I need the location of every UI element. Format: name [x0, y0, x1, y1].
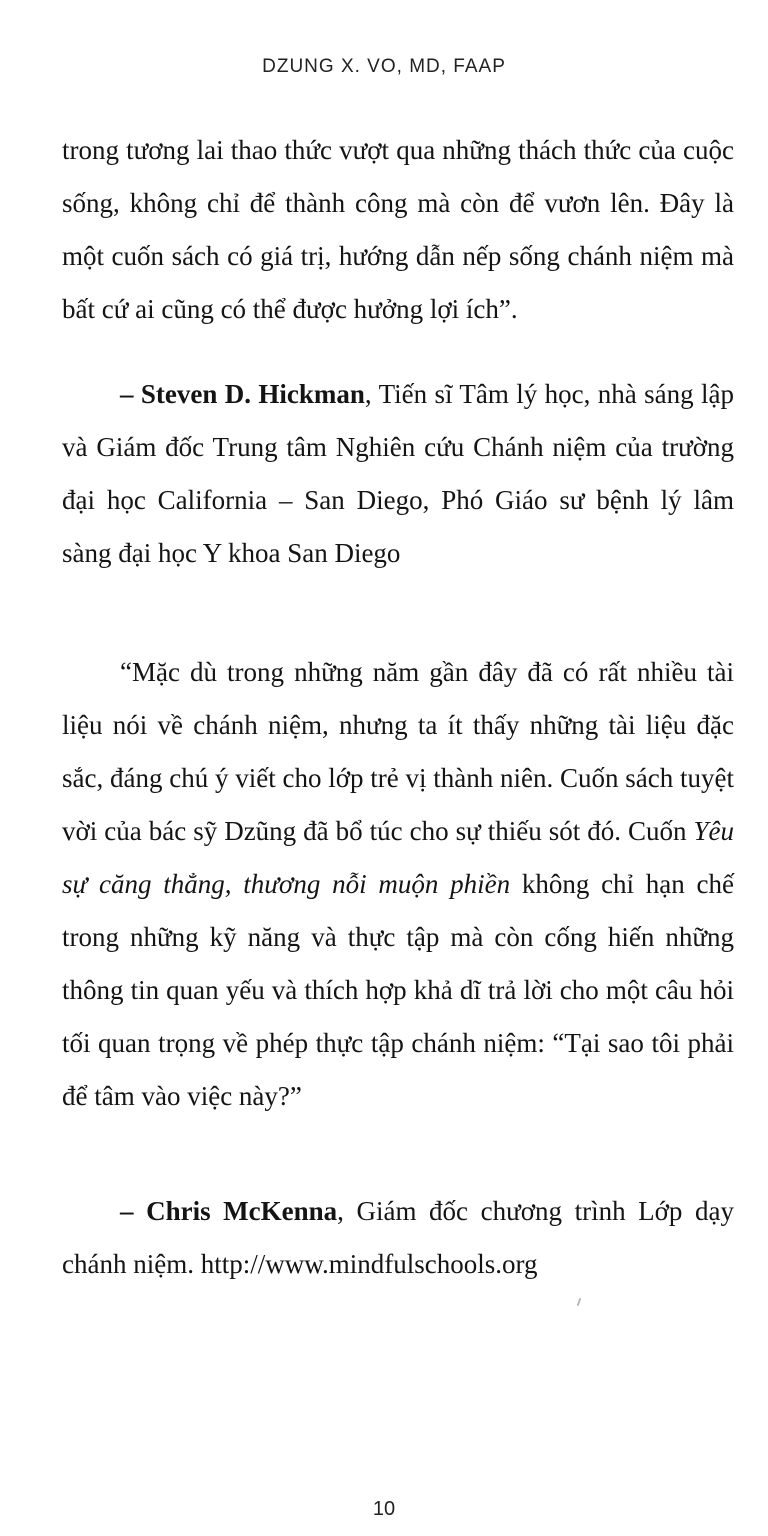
attribution-1-role: , Tiến sĩ Tâm lý học, nhà sáng lập và Giám đốc Trung tâm Nghiên cứu Chánh niệm của trường đại học California – San Diego, Phó Giáo sư bệnh lý lâm sàng đại học Y khoa San Diego	[62, 379, 734, 568]
endorsement-attribution-2	[62, 1185, 734, 1291]
endorsement-attribution-1	[62, 368, 734, 580]
attribution-2-name: Chris McKenna	[146, 1196, 338, 1226]
running-header: DZUNG X. VO, MD, FAAP	[262, 56, 506, 77]
attribution-2-role: , Giám đốc chương trình Lớp dạy chánh niệm. http://www.mindfulschools.org	[62, 1196, 734, 1279]
endorsement-quote-2-text	[62, 646, 734, 1123]
attribution-1-paragraph	[62, 368, 734, 580]
page-number: 10	[372, 1498, 396, 1520]
endorsement-quote-2	[62, 646, 734, 1123]
attribution-2-paragraph	[62, 1185, 734, 1291]
print-speck	[577, 1298, 582, 1306]
quote-2-part-2: không chỉ hạn chế trong những kỹ năng và thực tập mà còn cống hiến những thông tin quan yếu và thích hợp khả dĩ trả lời cho một câu hỏi tối quan trọng về phép thực tập chánh niệm: “Tại sao tôi phải để tâm vào việc này?”	[62, 869, 735, 1111]
endorsement-quote-1-text: trong tương lai thao thức vượt qua những thách thức của cuộc sống, không chỉ để thành công mà còn để vươn lên. Đây là một cuốn sách có giá trị, hướng dẫn nếp sống chánh niệm mà bất cứ ai cũng có thể được hưởng lợi ích”.	[62, 135, 734, 324]
endorsement-quote-1	[62, 124, 734, 336]
attribution-2-dash: –	[120, 1196, 147, 1226]
attribution-1-dash: –	[120, 379, 141, 409]
quote-2-part-1: “Mặc dù trong những năm gần đây đã có rất nhiều tài liệu nói về chánh niệm, nhưng ta ít thấy những tài liệu đặc sắc, đáng chú ý viết cho lớp trẻ vị thành niên. Cuốn sách tuyệt vời của bác sỹ Dzũng đã bổ túc cho sự thiếu sót đó. Cuốn	[62, 657, 734, 846]
attribution-1-name: Steven D. Hickman	[140, 379, 365, 409]
book-title: Yêu sự căng thẳng, thương nỗi muộn phiền	[62, 816, 734, 899]
